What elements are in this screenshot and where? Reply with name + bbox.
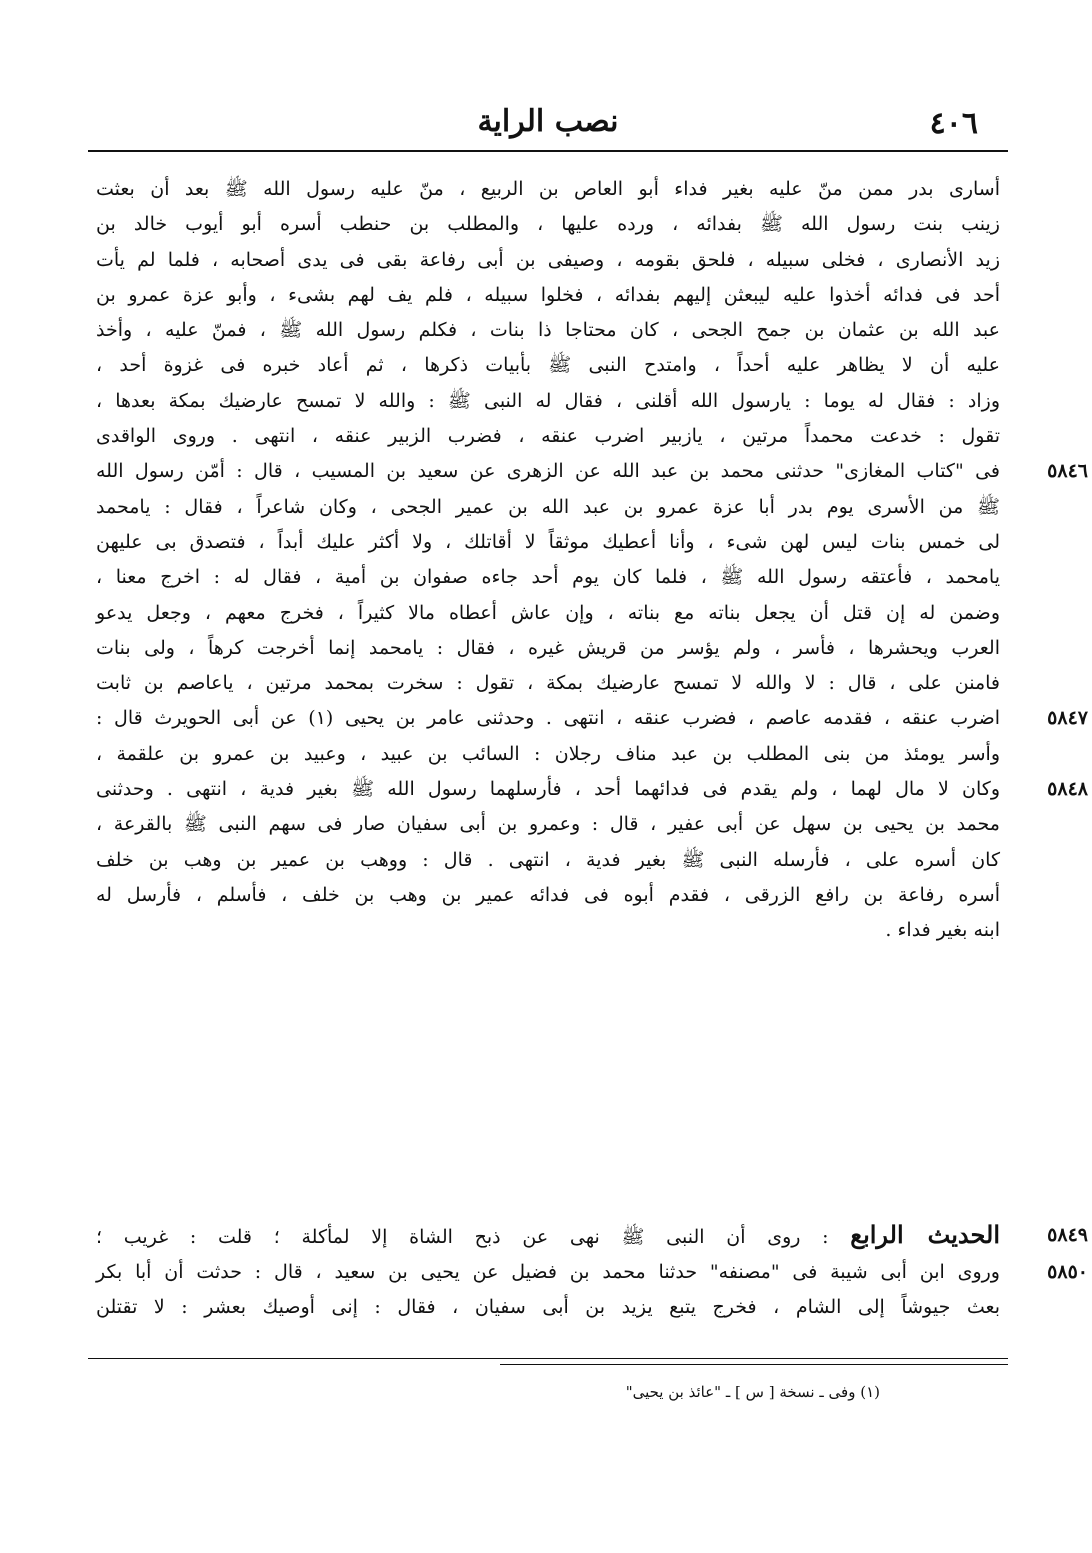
line-text: ﷺ من الأسرى يوم بدر أبا عزة عمرو بن عبد الله بن عمير الجحى ، وكان شاعراً ، فقال : يامحمد xyxy=(96,495,1000,518)
line-text: بعث جيوشاً إلى الشام ، فخرج يتبع يزيد بن أبى سفيان ، فقال : إنى أوصيك بعشر : لا تقتلن xyxy=(96,1296,1000,1319)
line-number: ٥٨٤٦ xyxy=(1047,460,1088,483)
text-line xyxy=(96,278,1000,313)
text-line xyxy=(96,384,1000,419)
text-line xyxy=(96,1255,1088,1290)
text-line xyxy=(96,913,1000,948)
line-text: وروى ابن أبى شيبة فى "مصنفه" حدثنا محمد بن فضيل عن يحيى بن سعيد ، قال : حدثت أن أبا بكر xyxy=(96,1261,1000,1283)
header-divider xyxy=(88,150,1008,152)
main-text xyxy=(96,172,1088,949)
line-number: ٥٨٤٧ xyxy=(1047,707,1088,730)
line-text: وكان لا مال لهما ، ولم يقدم فى فدائهما أحد ، فأرسلهما رسول الله ﷺ بغير فدية ، انتهى . وحدثنى xyxy=(96,778,1000,801)
line-text: تقول : خدعت محمداً مرتين ، يازبير اضرب عنقه ، فضرب الزبير عنقه ، انتهى . وروى الواقدى xyxy=(96,425,1000,448)
line-number: ٥٨٥٠ xyxy=(1047,1261,1088,1283)
text-line xyxy=(96,243,1000,278)
line-text: العرب ويحشرها ، فأسر ، ولم يؤسر من قريش غيره ، فقال : يامحمد إنما أخرجت كرهاً ، ولى بنات xyxy=(96,636,1000,659)
text-line xyxy=(96,1290,1000,1325)
line-text: عليه أن لا يظاهر عليه أحداً ، وامتدح النبى ﷺ بأبيات ذكرها ، ثم أعاد خبره فى غزوة أحد ، xyxy=(96,354,1000,377)
line-text: أسارى بدر ممن منّ عليه بغير فداء أبو العاص بن الربيع ، منّ عليه رسول الله ﷺ بعد أن بعثت xyxy=(96,178,1000,200)
hadith-heading-rest: : روى أن النبى ﷺ نهى عن ذبح الشاة إلا لمأكلة ؛ قلت : غريب ؛ xyxy=(96,1226,829,1248)
text-line xyxy=(96,843,1000,878)
line-text: زيد الأنصارى ، فخلى سبيله ، فلحق بقومه ، وصيفى بن أبى رفاعة بقى فى يدى أصحابه ، فلما لم يأت xyxy=(96,248,1000,271)
footnote-divider xyxy=(88,1358,1008,1359)
text-line xyxy=(96,454,1088,489)
text-line xyxy=(96,596,1000,631)
line-text: فامنن على ، قال : لا والله لا تمسح عارضيك بمكة ، تقول : سخرت بمحمد مرتين ، ياعاصم بن ثابت xyxy=(96,672,1000,695)
hadith-heading-text xyxy=(96,1215,1000,1257)
line-text: كان أسره على ، فأرسله النبى ﷺ بغير فدية ، انتهى . قال : ووهب بن عمير بن وهب بن خلف xyxy=(96,848,1000,871)
line-text: محمد بن يحيى بن سهل عن أبى عفير ، قال : وعمرو بن أبى سفيان صار فى سهم النبى ﷺ بالقرعة ، xyxy=(96,813,1000,836)
line-text: أحد فى فدائه أخذوا عليه ليبعثن إليهم بفدائه ، فخلوا سبيله ، فلم يف لهم بشىء ، وأبو عزة عمرو بن xyxy=(96,283,1000,306)
line-text: أسره رفاعة بن رافع الزرقى ، فقدم أبوه فى فدائه عمير بن وهب بن خلف ، فأسلم ، فأرسل له xyxy=(96,883,1000,906)
text-line xyxy=(96,772,1088,807)
text-line xyxy=(96,560,1000,595)
line-text: اضرب عنقه ، فقدمه عاصم ، فضرب عنقه ، انتهى . وحدثنى عامر بن يحيى (١) عن أبى الحويرث قال : xyxy=(96,707,1000,730)
line-text: وأسر يومئذ من بنى المطلب بن عبد مناف رجلان : السائب بن عبيد ، وعبيد بن عمرو بن علقمة ، xyxy=(96,742,1000,765)
text-line xyxy=(96,419,1000,454)
page-header xyxy=(88,100,1008,148)
text-line xyxy=(96,737,1000,772)
line-text: لى خمس بنات ليس لهن شىء ، وأنا أعطيك موثقاً لا أقاتلك ، ولا أكثر عليك أبداً ، فتصدق بى عليهن xyxy=(96,530,1000,553)
line-text: زينب بنت رسول الله ﷺ بفدائه ، ورده عليها ، والمطلب بن حنطب أسره أبو أيوب خالد بن xyxy=(96,213,1000,236)
text-line xyxy=(96,172,1000,207)
text-line xyxy=(96,313,1000,348)
line-text: ابنه بغير فداء . xyxy=(885,919,1000,942)
line-text: وضمن له إن قتل أن يجعل بناته مع بناته ، وإن عاش أعطاه مالا كثيراً ، فخرج معهم ، وجعل يدعو xyxy=(96,601,1000,624)
line-number: ٥٨٤٩ xyxy=(1047,1224,1088,1246)
footnote-divider-short xyxy=(500,1364,1008,1365)
line-text: عبد الله بن عثمان بن جمح الجحى ، كان محتاجا ذا بنات ، فكلم رسول الله ﷺ ، فمنّ عليه ، وأخذ xyxy=(96,319,1000,342)
text-line xyxy=(96,807,1000,842)
page-number: ٤٠٦ xyxy=(929,106,978,141)
running-title: نصب الراية xyxy=(477,104,619,139)
hadith-heading-line xyxy=(96,1215,1088,1255)
text-line xyxy=(96,666,1000,701)
text-line xyxy=(96,701,1088,736)
text-line xyxy=(96,348,1000,383)
hadith-section xyxy=(96,1215,1088,1326)
line-text: يامحمد ، فأعتقه رسول الله ﷺ ، فلما كان يوم أحد جاءه صفوان بن أمية ، فقال له : اخرج معنا ، xyxy=(96,566,1000,589)
text-line xyxy=(96,207,1000,242)
footnote: (١) وفى ـ نسخة [ س ] ـ "عائذ بن يحيى" xyxy=(625,1383,880,1401)
text-line xyxy=(96,490,1000,525)
text-line xyxy=(96,878,1000,913)
text-line xyxy=(96,631,1000,666)
line-text: وزاد : فقال له يوما : يارسول الله أقلنى ، فقال له النبى ﷺ : والله لا تمسح عارضيك بمكة بعدها ، xyxy=(96,389,1000,412)
line-number: ٥٨٤٨ xyxy=(1047,778,1088,801)
text-line xyxy=(96,525,1000,560)
line-text: فى "كتاب المغازى" حدثنى محمد بن عبد الله عن الزهرى عن سعيد بن المسيب ، قال : أمّن رسول الله xyxy=(96,460,1000,483)
hadith-heading: الحديث الرابع xyxy=(850,1220,1000,1249)
